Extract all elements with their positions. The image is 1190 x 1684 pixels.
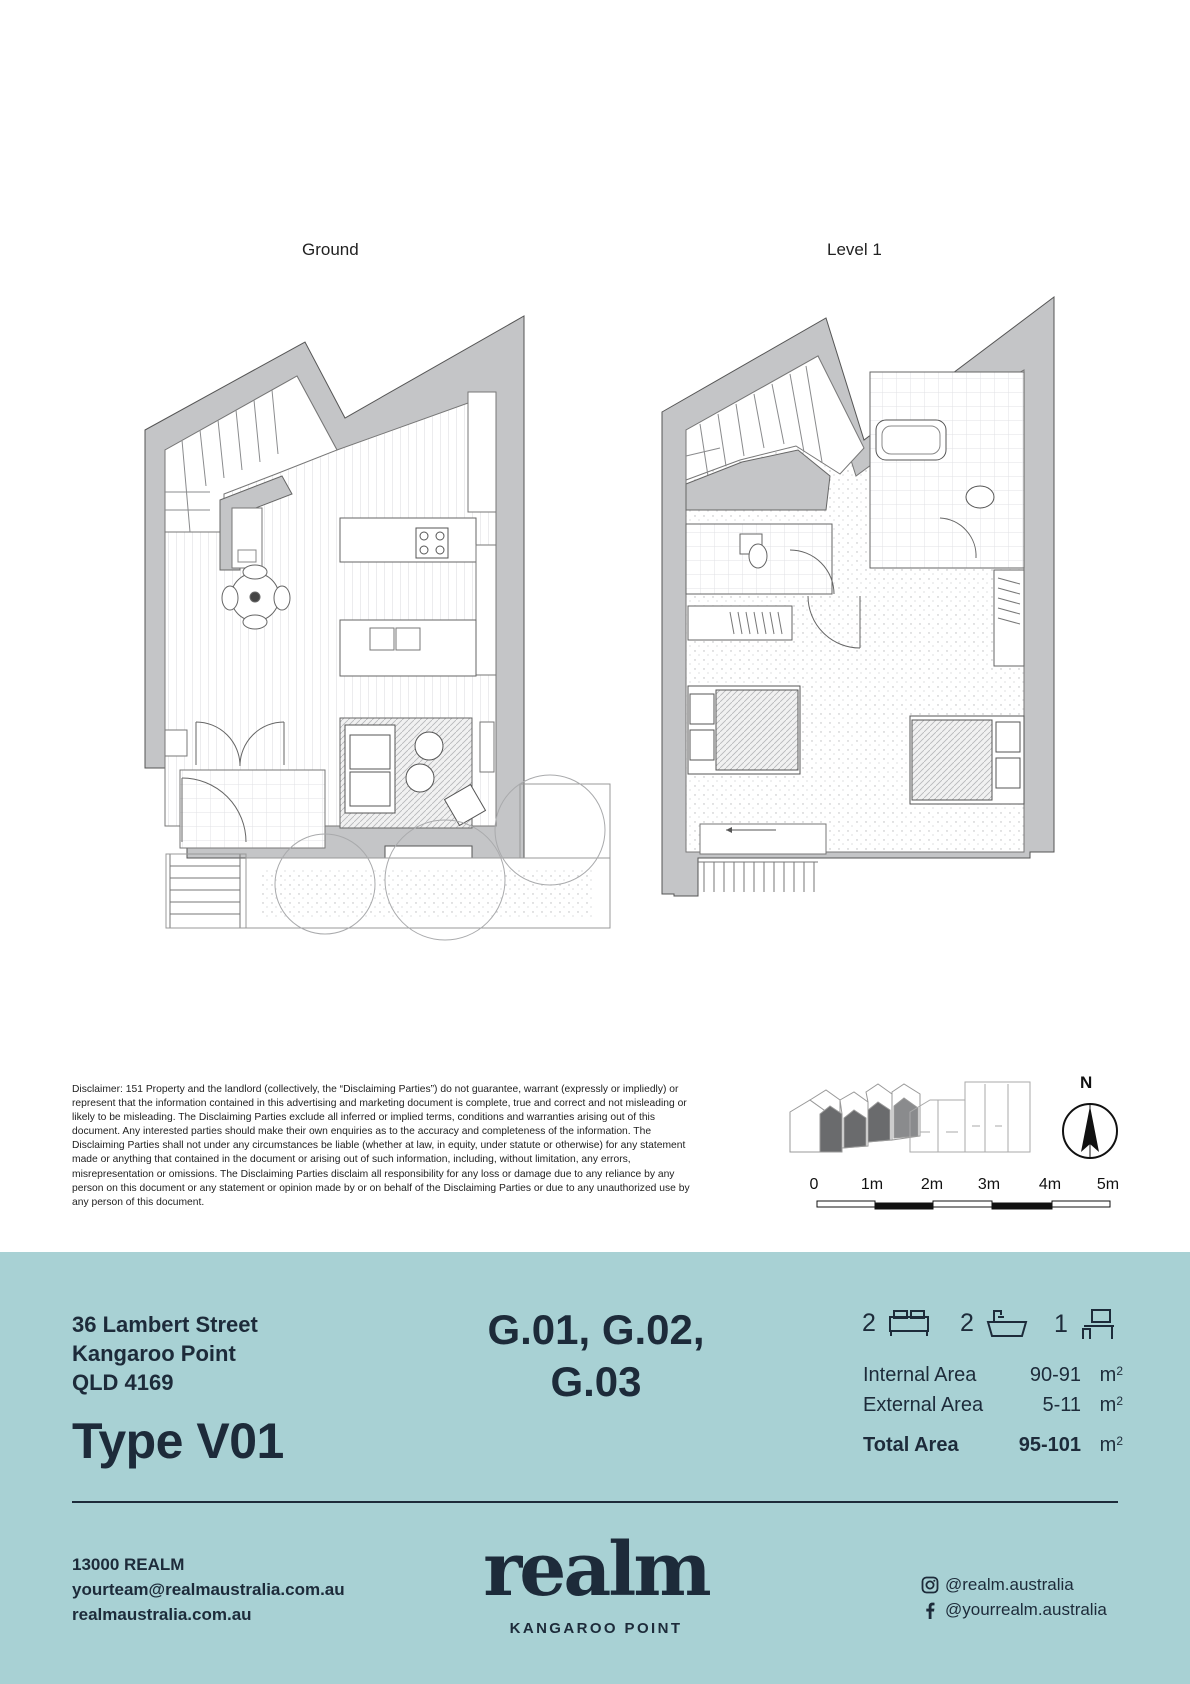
address-line: Kangaroo Point	[72, 1341, 236, 1366]
ground-floor-plan	[145, 316, 610, 940]
info-panel	[0, 1252, 1190, 1684]
unit-numbers	[460, 1304, 732, 1408]
scale-tick: 0	[809, 1176, 819, 1193]
building-key-plans	[780, 1062, 1040, 1162]
scale-tick: 1m	[860, 1176, 884, 1193]
bathrooms-count: 2	[960, 1308, 974, 1337]
scale-bar	[808, 1176, 1124, 1216]
total-area-value: 95-101	[1018, 1434, 1081, 1456]
study-count: 1	[1054, 1309, 1068, 1338]
section-divider	[72, 1501, 1118, 1503]
study-desk-icon	[1080, 1308, 1116, 1340]
level1-floor-title: Level 1	[827, 240, 882, 259]
ground-floor-title: Ground	[302, 240, 359, 259]
facebook-icon	[921, 1601, 939, 1619]
scale-tick: 4m	[1038, 1176, 1062, 1193]
area-unit: $m^2$	[1099, 1364, 1123, 1386]
sofa	[345, 725, 395, 813]
bedrooms-count: 2	[862, 1308, 876, 1337]
area-unit: $m^2$	[1099, 1394, 1123, 1416]
bed-icon	[888, 1308, 930, 1338]
email-link[interactable]: yourteam@realmaustralia.com.au	[72, 1580, 345, 1599]
internal-area-value: 90-91	[1029, 1364, 1081, 1386]
brand-subtitle: KANGAROO POINT	[509, 1620, 683, 1637]
bathrooms-feature	[960, 1308, 1028, 1338]
level1-balcony	[700, 824, 826, 854]
key-plan-elevation	[910, 1082, 1030, 1152]
key-plan-3d	[790, 1084, 920, 1152]
bathroom-2	[870, 372, 1024, 568]
scale-tick: 5m	[1096, 1176, 1120, 1193]
level1-floor-plan	[662, 297, 1054, 896]
external-area-value: 5-11	[1042, 1394, 1081, 1416]
area-unit: $m^2$	[1099, 1434, 1123, 1456]
scale-bar-graphic	[808, 1200, 1124, 1214]
bed-right	[910, 716, 1024, 804]
facebook-handle: @yourrealm.australia	[945, 1600, 1107, 1619]
contact-details	[72, 1552, 345, 1627]
front-stairs	[170, 854, 240, 928]
facebook-link[interactable]	[921, 1597, 1107, 1622]
instagram-link[interactable]	[921, 1572, 1107, 1597]
study-feature	[1054, 1308, 1116, 1340]
scale-tick: 3m	[977, 1176, 1001, 1193]
unit-numbers-line: G.03	[550, 1358, 642, 1405]
disclaimer-text: Disclaimer: 151 Property and the landlord (collectively, the “Disclaiming Parties”) do not guarantee, warrant (expressly or impliedly) or represent that the information contained in this advertising and marketing document is complete, true and correct and not misleading or likely to be misleading. The Disclaiming Parties exclude all inferred or implied terms, conditions and warranties arising out of this document. Any interested parties should make their own enquiries as to the accuracy and completeness of the information. The Disclaiming Parties shall not under any circumstances be liable (whether at law, in equity, under statute or otherwise) for any statement made or anything that contained in the document or arising out of such information, including, without limitation, any errors, misrepresentation or omissions. The Disclaiming Parties disclaim all responsibility for any loss or damage due to any reliance by any person on this document or any statement or opinion made by or on behalf of the Disclaiming Parties or due to any unauthorized use by any person of this document.	[72, 1084, 690, 1208]
features-row	[862, 1308, 1122, 1348]
unit-type-title: Type V01	[72, 1413, 284, 1469]
instagram-handle: @realm.australia	[945, 1575, 1074, 1594]
scale-tick: 2m	[920, 1176, 944, 1193]
property-address	[72, 1310, 258, 1397]
external-area-label: External Area	[863, 1394, 984, 1416]
bedrooms-feature	[862, 1308, 930, 1338]
unit-numbers-line: G.01, G.02,	[487, 1306, 705, 1353]
total-area-label: Total Area	[863, 1434, 959, 1456]
north-label: N	[1080, 1073, 1093, 1092]
instagram-icon	[921, 1576, 939, 1594]
entry-foyer	[180, 770, 325, 848]
bath-icon	[986, 1308, 1028, 1338]
phone-number[interactable]: 13000 REALM	[72, 1555, 185, 1574]
north-arrow-icon	[1058, 1070, 1122, 1160]
bed-left	[688, 686, 800, 774]
social-links	[921, 1572, 1107, 1622]
brand-logo-block	[482, 1527, 710, 1637]
address-line: 36 Lambert Street	[72, 1312, 258, 1337]
website-link[interactable]: realmaustralia.com.au	[72, 1605, 252, 1624]
kitchen-bench	[340, 518, 476, 562]
realm-logo: realm	[483, 1527, 709, 1613]
internal-area-label: Internal Area	[863, 1364, 977, 1386]
address-line: QLD 4169	[72, 1370, 174, 1395]
